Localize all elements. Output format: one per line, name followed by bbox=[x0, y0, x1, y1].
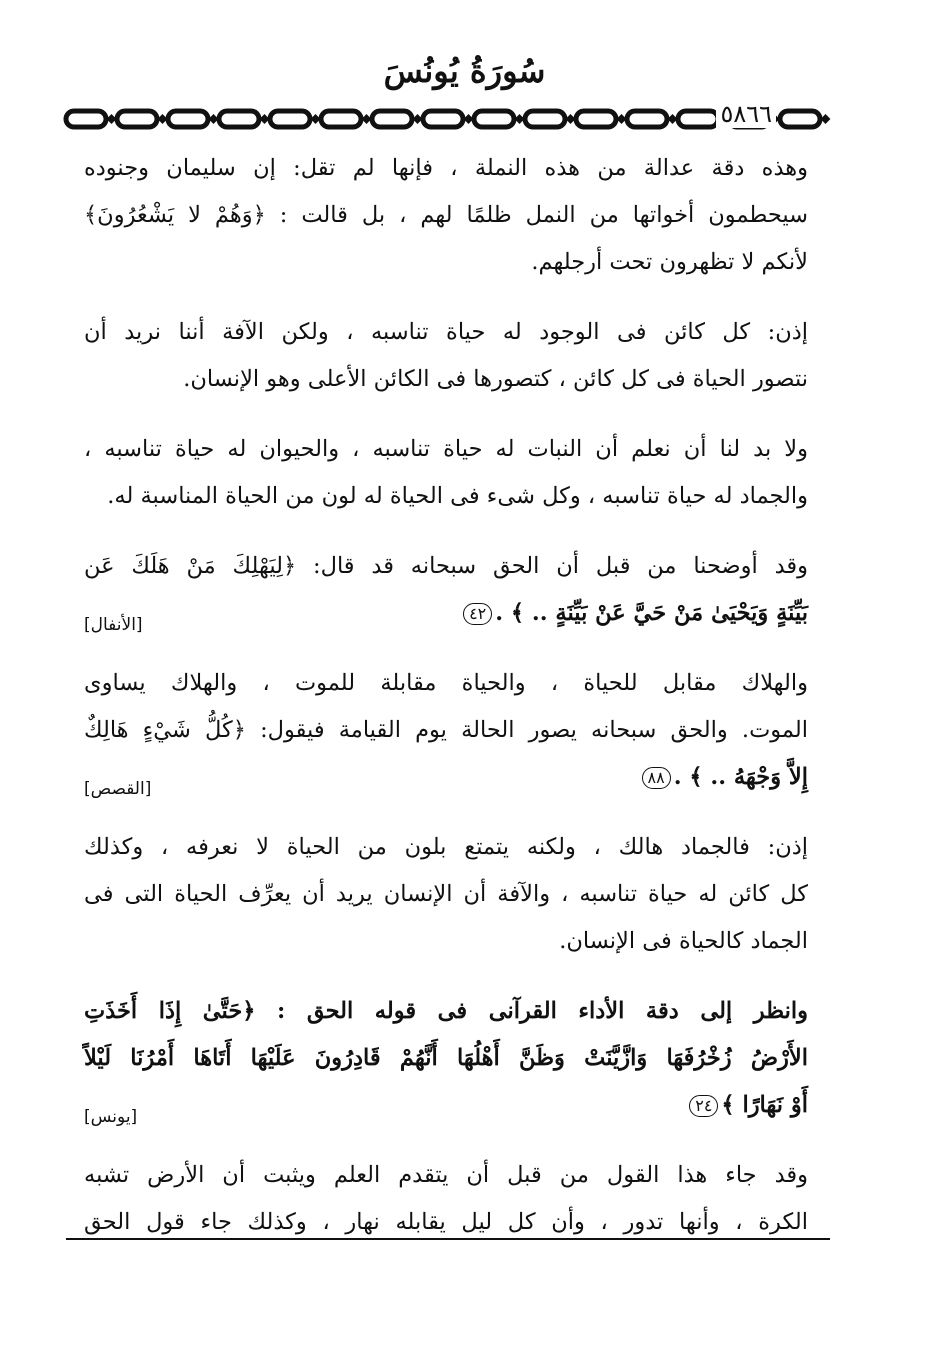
text-line: وانظر إلى دقة الأداء القرآنى فى قوله الحق : ﴿حَتَّىٰ إِذَا أَخَذَتِ bbox=[84, 998, 808, 1024]
text-line: وقد جاء هذا القول من قبل أن يتقدم العلم ويثبت أن الأرض تشبه bbox=[84, 1162, 808, 1188]
text-line: الجماد كالحياة فى الإنسان. bbox=[559, 928, 808, 954]
chain-diamond bbox=[821, 114, 831, 124]
text-line bbox=[84, 754, 808, 801]
chain-link bbox=[219, 111, 259, 127]
text-line: لأنكم لا تظهرون تحت أرجلهم. bbox=[531, 249, 808, 275]
text-line: سيحطمون أخواتها من النمل ظلمًا لهم ، بل قالت : ﴿وَهُمْ لا يَشْعُرُونَ﴾ bbox=[84, 202, 808, 228]
paragraph-6 bbox=[84, 824, 808, 965]
page-number: ٥٨٦٦ bbox=[716, 100, 776, 128]
paragraph-3 bbox=[84, 426, 808, 520]
text-line: وهذه دقة عدالة من هذه النملة ، فإنها لم تقل: إن سليمان وجنوده bbox=[84, 155, 808, 181]
chain-link bbox=[372, 111, 412, 127]
quran-verse-text: إِلاَّ وَجْهَهُ .. ﴾ . bbox=[673, 764, 808, 790]
surah-reference: [يونس] bbox=[84, 1107, 138, 1127]
chain-link bbox=[525, 111, 565, 127]
text-line: إذن: فالجماد هالك ، ولكنه يتمتع بلون من الحياة لا نعرفه ، وكذلك bbox=[84, 834, 808, 860]
text-line: الكرة ، وأنها تدور ، وأن كل ليل يقابله نهار ، وكذلك جاء قول الحق bbox=[84, 1209, 808, 1235]
sura-title: سُورَةُ يُونُسَ bbox=[383, 52, 546, 90]
chain-link bbox=[474, 111, 514, 127]
text-line: كل كائن له حياة تناسبه ، والآفة أن الإنسان يريد أن يعرِّف الحياة التى فى bbox=[84, 881, 808, 907]
paragraph-5 bbox=[84, 660, 808, 801]
text-line: والهلاك مقابل للحياة ، والحياة مقابلة للموت ، والهلاك يساوى bbox=[84, 670, 808, 696]
paragraph-7 bbox=[84, 988, 808, 1129]
text-line: والجماد له حياة تناسبه ، وكل شىء فى الحياة له لون من الحياة المناسبة له. bbox=[107, 483, 808, 509]
paragraph-4 bbox=[84, 543, 808, 637]
paragraph-8 bbox=[84, 1152, 808, 1246]
text-line bbox=[84, 590, 808, 637]
text-line: نتصور الحياة فى كل كائن ، كتصورها فى الكائن الأعلى وهو الإنسان. bbox=[183, 366, 808, 392]
text-line: الموت. والحق سبحانه يصور الحالة يوم القيامة فيقول: ﴿كُلُّ شَيْءٍ هَالِكٌ bbox=[84, 717, 808, 743]
footer-divider bbox=[66, 1238, 830, 1240]
chain-link bbox=[627, 111, 667, 127]
chain-link bbox=[168, 111, 208, 127]
ayah-number-badge: ٢٤ bbox=[689, 1095, 718, 1117]
chain-link bbox=[576, 111, 616, 127]
ayah-number-badge: ٤٢ bbox=[463, 603, 492, 625]
quran-verse-text: أَوْ نَهَارًا ﴾ bbox=[721, 1092, 808, 1118]
surah-reference: [الأنفال] bbox=[84, 615, 143, 635]
chain-link bbox=[321, 111, 361, 127]
paragraph-1 bbox=[84, 145, 808, 286]
text-line: ولا بد لنا أن نعلم أن النبات له حياة تناسبه ، والحيوان له حياة تناسبه ، bbox=[84, 436, 808, 462]
ayah-number-badge: ٨٨ bbox=[642, 767, 671, 789]
chain-link bbox=[780, 111, 820, 127]
chain-link bbox=[678, 111, 718, 127]
chain-link bbox=[117, 111, 157, 127]
text-line: إذن: كل كائن فى الوجود له حياة تناسبه ، ولكن الآفة أننا نريد أن bbox=[84, 319, 808, 345]
page-body bbox=[84, 145, 808, 1269]
decorative-header-border bbox=[60, 98, 832, 138]
text-line bbox=[84, 1082, 808, 1129]
chain-link bbox=[270, 111, 310, 127]
paragraph-2 bbox=[84, 309, 808, 403]
surah-reference: [القصص] bbox=[84, 779, 152, 799]
quran-verse-text: بَيِّنَةٍ وَيَحْيَىٰ مَنْ حَيَّ عَنْ بَيِّنَةٍ .. ﴾ . bbox=[495, 600, 808, 626]
text-line: وقد أوضحنا من قبل أن الحق سبحانه قد قال: ﴿لِيَهْلِكَ مَنْ هَلَكَ عَن bbox=[84, 553, 808, 579]
chain-link bbox=[66, 111, 106, 127]
text-line: الأَرْضُ زُخْرُفَهَا وَازَّيَّنَتْ وَظَنَّ أَهْلُهَا أَنَّهُمْ قَادِرُونَ عَلَيْهَا أَتَاهَا أَمْرُنَا لَيْلاً bbox=[84, 1045, 808, 1071]
chain-link bbox=[423, 111, 463, 127]
